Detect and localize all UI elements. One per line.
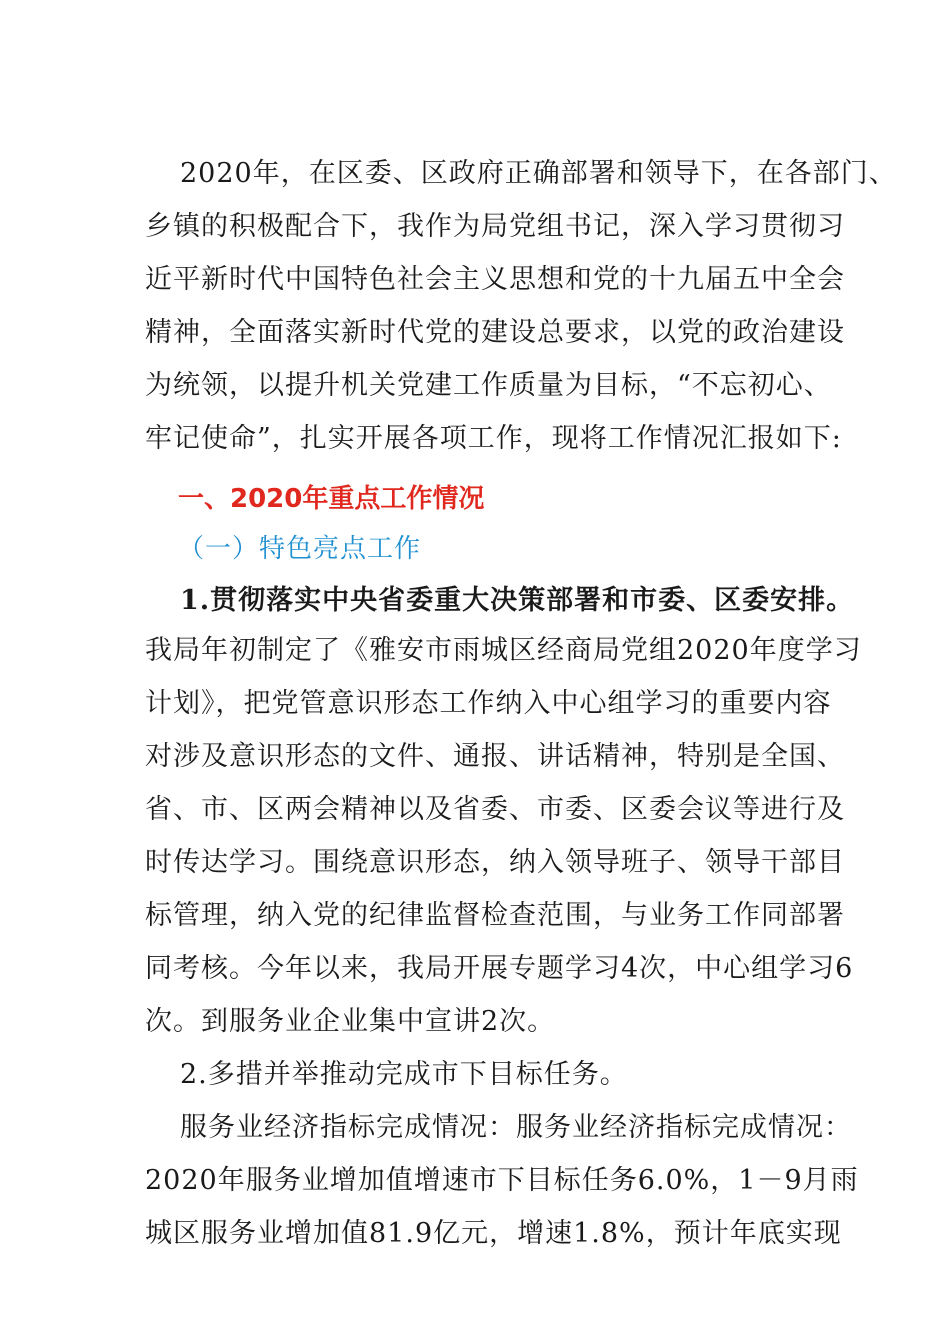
section-heading: 一、2020年重点工作情况 — [178, 484, 485, 514]
item1-line-5: 时传达学习。围绕意识形态，纳入领导班子、领导干部目 — [145, 847, 845, 878]
item1-line-6: 标管理，纳入党的纪律监督检查范围，与业务工作同部署 — [145, 900, 845, 931]
intro-line-6: 牢记使命”，扎实开展各项工作，现将工作情况汇报如下: — [145, 423, 842, 454]
item1-line-4: 省、市、区两会精神以及省委、市委、区委会议等进行及 — [145, 794, 845, 825]
intro-line-2: 乡镇的积极配合下，我作为局党组书记，深入学习贯彻习 — [145, 211, 845, 242]
item1-line-2: 计划》，把党管意识形态工作纳入中心组学习的重要内容 — [145, 688, 832, 719]
item2-line-1: 服务业经济指标完成情况：服务业经济指标完成情况： — [180, 1112, 852, 1143]
item1-title: 1.贯彻落实中央省委重大决策部署和市委、区委安排。 — [180, 585, 855, 616]
intro-line-1: 2020年，在区委、区政府正确部署和领导下，在各部门、 — [180, 158, 897, 189]
item2-title: 2.多措并举推动完成市下目标任务。 — [180, 1059, 628, 1090]
item2-line-3: 城区服务业增加值81.9亿元，增速1.8%，预计年底实现 — [145, 1218, 842, 1249]
intro-line-5: 为统领，以提升机关党建工作质量为目标，“不忘初心、 — [145, 370, 832, 401]
item1-line-7: 同考核。今年以来，我局开展专题学习4次，中心组学习6 — [145, 953, 854, 984]
intro-line-3: 近平新时代中国特色社会主义思想和党的十九届五中全会 — [145, 264, 845, 295]
item2-line-2: 2020年服务业增加值增速市下目标任务6.0%，1－9月雨 — [145, 1165, 859, 1196]
section-subheading: （一）特色亮点工作 — [178, 534, 422, 564]
intro-line-4: 精神，全面落实新时代党的建设总要求，以党的政治建设 — [145, 317, 845, 348]
item1-line-3: 对涉及意识形态的文件、通报、讲话精神，特别是全国、 — [145, 741, 845, 772]
item1-line-1: 我局年初制定了《雅安市雨城区经商局党组2020年度学习 — [145, 635, 862, 666]
item1-line-8: 次。到服务业企业集中宣讲2次。 — [145, 1006, 556, 1037]
